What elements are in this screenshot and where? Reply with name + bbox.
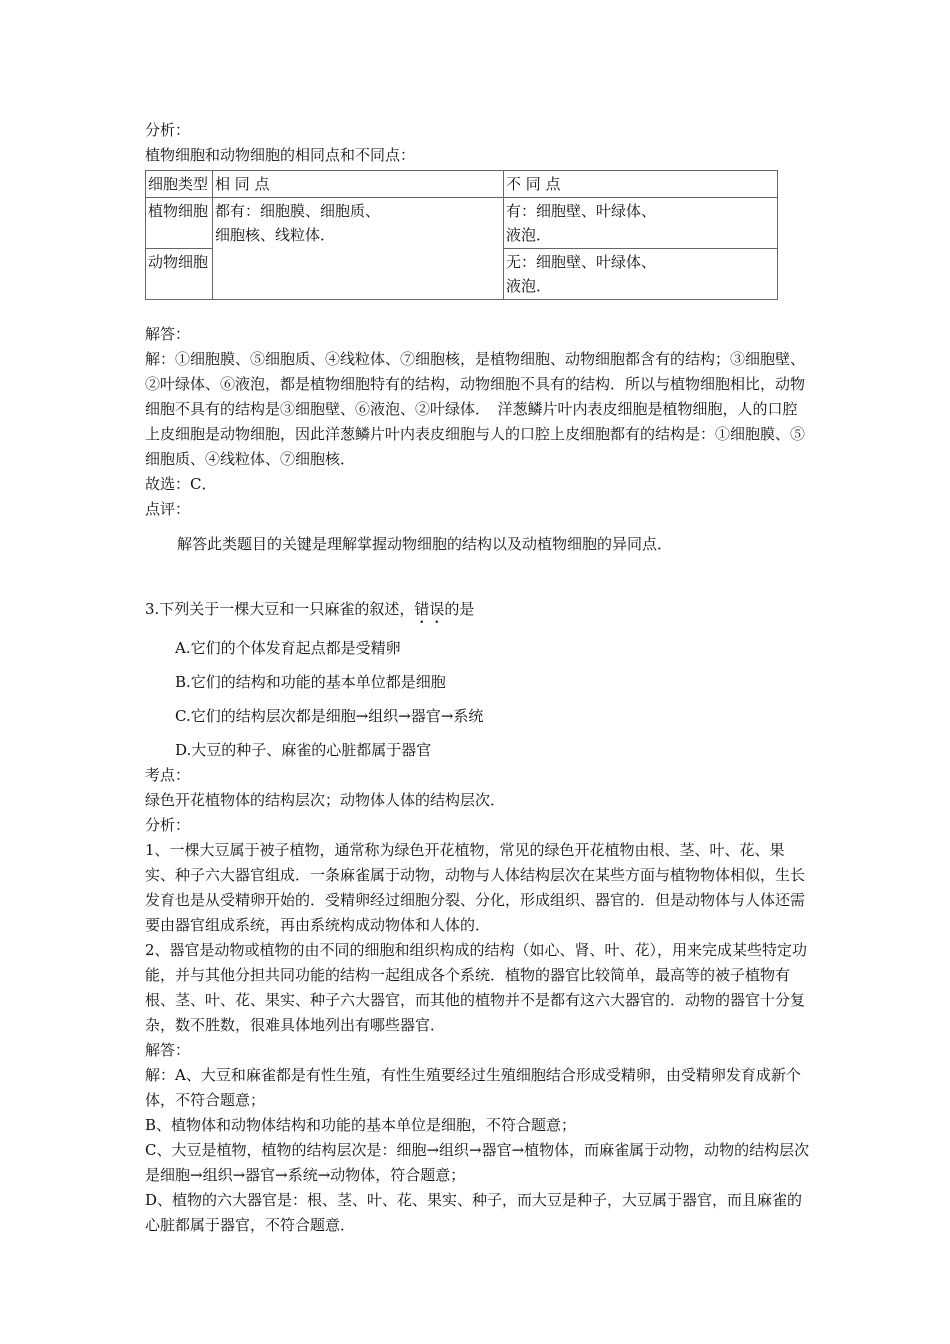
cell-plant-type: 植物细胞 <box>146 198 213 249</box>
cell-animal-diff <box>504 249 778 300</box>
answer2-a: 解：A、大豆和麻雀都是有性生殖，有性生殖要经过生殖细胞结合形成受精卵，由受精卵发育成新个体，不符合题意； <box>145 1066 801 1109</box>
question-3-stem <box>145 597 810 627</box>
comment-label: 点评： <box>145 500 191 518</box>
option-d: D.大豆的种子、麻雀的心脏都属于器官 <box>175 741 432 759</box>
cell-plant-diff <box>504 198 778 249</box>
cell-comparison-table <box>145 170 778 300</box>
table-row-plant <box>146 198 778 249</box>
answer-label: 解答： <box>145 325 191 343</box>
question-3-emphasis: 错误 <box>414 600 445 618</box>
same-line-2: 细胞核、线粒体． <box>215 226 336 244</box>
analysis2-paragraph-1: 1、一棵大豆属于被子植物，通常称为绿色开花植物，常见的绿色开花植物由根、茎、叶、花、果实、种子六大器官组成．一条麻雀属于动物，动物与人体结构层次在某些方面与植物物体相似，生长发育也是从受精卵开始的．受精卵经过细胞分裂、分化，形成组织、器官的．但是动物体与人体还需要由器官组成系统，再由系统构成动物体和人体的． <box>145 841 806 934</box>
comment-text: 解答此类题目的关键是理解掌握动物细胞的结构以及动植物细胞的异同点． <box>177 535 673 553</box>
answer2-label: 解答： <box>145 1041 191 1059</box>
question-3-stem-prefix: 3.下列关于一棵大豆和一只麻雀的叙述， <box>145 600 415 618</box>
table-header-row <box>146 171 778 198</box>
question-3-stem-suffix: 的是 <box>444 600 475 618</box>
analysis2-label: 分析： <box>145 816 191 834</box>
answer2-d: D、植物的六大器官是：根、茎、叶、花、果实、种子，而大豆是种子，大豆属于器官，而且麻雀的心脏都属于器官，不符合题意． <box>145 1191 803 1234</box>
same-line-1: 都有：细胞膜、细胞质、 <box>215 202 381 220</box>
header-same: 相 同 点 <box>213 171 504 198</box>
animal-diff-line-2: 液泡． <box>506 277 552 295</box>
kaodian-text: 绿色开花植物体的结构层次；动物体人体的结构层次． <box>145 791 506 809</box>
answer-text: 解：①细胞膜、⑤细胞质、④线粒体、⑦细胞核，是植物细胞、动物细胞都含有的结构；③细胞壁、②叶绿体、⑥液泡，都是植物细胞特有的结构，动物细胞不具有的结构．所以与植物细胞相比，动物细胞不具有的结构是③细胞壁、⑥液泡、②叶绿体． 洋葱鳞片叶内表皮细胞是植物细胞，人的口腔上皮细胞是动物细胞，因此洋葱鳞片叶内表皮细胞与人的口腔上皮细胞都有的结构是：①细胞膜、⑤细胞质、④线粒体、⑦细胞核． <box>145 350 806 468</box>
cell-same <box>213 198 504 300</box>
document-page <box>145 118 810 1238</box>
kaodian-label: 考点： <box>145 766 191 784</box>
animal-diff-line-1: 无：细胞壁、叶绿体、 <box>506 253 657 271</box>
analysis-label: 分析： <box>145 121 191 139</box>
header-cell-type: 细胞类型 <box>146 171 213 198</box>
header-diff: 不 同 点 <box>504 171 778 198</box>
analysis2-paragraph-2: 2、器官是动物或植物的由不同的细胞和组织构成的结构（如心、肾、叶、花），用来完成某些特定功能，并与其他分担共同功能的结构一起组成各个系统．植物的器官比较简单，最高等的被子植物有根、茎、叶、花、果实、种子六大器官，而其他的植物并不是都有这六大器官的．动物的器官十分复杂，数不胜数，很难具体地列出有哪些器官． <box>145 941 808 1034</box>
answer2-c: C、大豆是植物，植物的结构层次是：细胞→组织→器官→植物体，而麻雀属于动物，动物的结构层次是细胞→组织→器官→系统→动物体，符合题意； <box>145 1141 810 1184</box>
plant-diff-line-2: 液泡． <box>506 226 552 244</box>
answer2-b: B、植物体和动物体结构和功能的基本单位是细胞，不符合题意； <box>145 1116 577 1134</box>
plant-diff-line-1: 有：细胞壁、叶绿体、 <box>506 202 657 220</box>
option-b: B.它们的结构和功能的基本单位都是细胞 <box>175 673 446 691</box>
choice-text: 故选：C． <box>145 475 217 493</box>
option-c: C.它们的结构层次都是细胞→组织→器官→系统 <box>175 707 484 725</box>
cell-animal-type: 动物细胞 <box>146 249 213 300</box>
analysis-intro: 植物细胞和动物细胞的相同点和不同点： <box>145 146 416 164</box>
option-a: A.它们的个体发育起点都是受精卵 <box>175 639 401 657</box>
